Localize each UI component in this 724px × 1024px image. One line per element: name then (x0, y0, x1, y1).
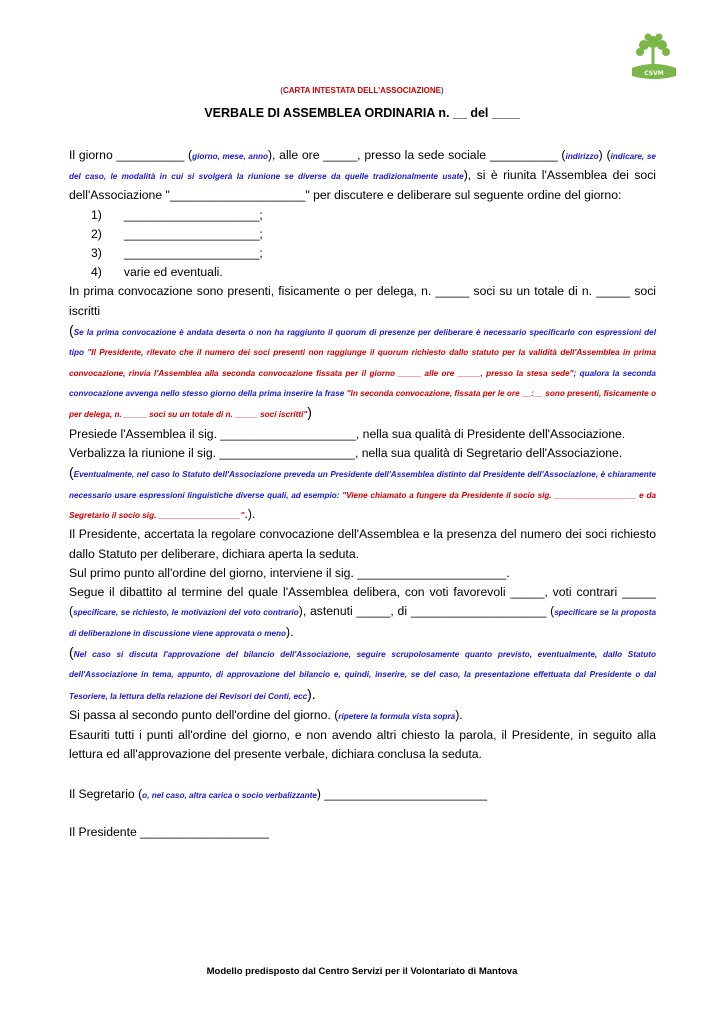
note-address: indirizzo (565, 152, 599, 161)
note-ripetere: ripetere la formula vista sopra (338, 711, 456, 721)
verbalizza-line: Verbalizza la riunione il sig. ____________________, nella sua qualità di Segretario dell'Associazione. (69, 446, 623, 461)
convocazione-paragraph: In prima convocazione sono presenti, fisicamente o per delega, n. _____ soci su un totale di n. _____ soci iscritti (69, 284, 656, 318)
note-modalities: indicare, se del caso, le modalità in cui si svolgerà la riunione se diverse da quelle tradizionalmente usate (69, 152, 656, 182)
csvm-logo (628, 30, 680, 82)
delibera-paragraph: Segue il dibattito al termine del quale l'Assemblea delibera, con voti favorevoli _____, voti contrari _____ (specificare, se richiesto, le motivazioni del voto contrario), astenuti _____, di ____________________ (specificare se la proposta di deliberazione in discussione viene approvata o meno). (69, 585, 656, 639)
agenda-item: 2) ____________________; (91, 226, 263, 241)
logo-text: CSVM (644, 70, 664, 77)
convocazione-note: (Se la prima convocazione è andata deserta o non ha raggiunto il quorum di presenze per deliberare è necessario specificarlo con espressioni del tipo "Il Presidente, rilevato che il numero dei soci presenti non raggiunge il quorum richiesto dallo statuto per la validità dell'Assemblea in prima convocazione, rinvia l'Assemblea alla seconda convocazione fissata per il giorno _____ alle ore _____, presso la stesa sede"; qualora la seconda convocazione avvenga nello stesso giorno della prima inserire la frase "In seconda convocazione, fissata per le ore __:__ sono presenti, fisicamente o per delega, n. _____ soci su un totale di n. _____ soci iscritti") (69, 321, 656, 421)
firma-presidente: Il Presidente ___________________ (69, 824, 269, 839)
agenda-item: 4) varie ed eventuali. (91, 265, 223, 280)
secondo-punto-line: Si passa al secondo punto dell'ordine del giorno. (ripetere la formula vista sopra). (69, 707, 463, 722)
chiusura-paragraph: Esauriti tutti i punti all'ordine del giorno, e non avendo altri chiesto la parola, il Presidente, in seguito alla lettura ed all'approvazione del presente verbale, dichiara conclusa la seduta. (69, 728, 656, 762)
apertura-paragraph: Il Presidente, accertata la regolare convocazione dell'Assemblea e la presenza del numero dei soci richiesto dallo Statuto per deliberare, dichiara aperta la seduta. (69, 527, 656, 561)
presiede-line: Presiede l'Assemblea il sig. ____________________, nella sua qualità di Presidente dell'Associazione. (69, 426, 626, 441)
presidenza-note: (Eventualmente, nel caso lo Statuto dell'Associazione preveda un Presidente dell'Assemblea distinto dal Presidente dell'Associazione, è chiaramente necessario usare espressioni linguistiche diverse quali, ad esempio: "Viene chiamato a fungere da Presidente il socio sig. __________________ e da Segretario il socio sig. __________________".). (69, 464, 657, 522)
note-approvazione: specificare se la proposta di deliberazione in discussione viene approvata o meno (69, 608, 656, 638)
footer-note: Modello predisposto dal Centro Servizi per il Volontariato di Mantova (206, 966, 518, 977)
note-date: giorno, mese, anno (192, 152, 268, 161)
agenda-item: 3) ____________________; (91, 246, 263, 261)
document-body (69, 146, 656, 842)
page-title: VERBALE DI ASSEMBLEA ORDINARIA n. __ del ____ (204, 106, 520, 120)
intro-paragraph: Il giorno __________ (giorno, mese, anno), alle ore _____, presso la sede sociale __________ (indirizzo) (indicare, se del caso, le modalità in cui si svolgerà la riunione se diverse da quelle tradizionalmente usate), si è riunita l'Assemblea dei soci dell'Associazione "____________________" per discutere e deliberare sul seguente ordine del giorno: (69, 148, 656, 203)
primo-punto-line: Sul primo punto all'ordine del giorno, interviene il sig. ______________________. (69, 565, 510, 580)
agenda-list (69, 206, 656, 283)
firma-segretario: Il Segretario (o, nel caso, altra carica o socio verbalizzante) ________________________ (69, 786, 488, 801)
note-segretario: o, nel caso, altra carica o socio verbalizzante (142, 790, 317, 800)
bilancio-note: (Nel caso si discuta l'approvazione del bilancio dell'Associazione, seguire scrupolosamente quanto previsto, eventualmente, dallo Statuto dell'Associazione in tema, appunto, di approvazione del bilancio e, quindi, inserire, se del caso, la presentazione effettuata dal Presidente o dal Tesoriere, la lettura della relazione dei Revisori dei Conti, ecc). (69, 643, 656, 702)
note-contrari: specificare, se richiesto, le motivazioni del voto contrario (73, 608, 299, 618)
agenda-item: 1) ____________________; (91, 207, 263, 222)
letterhead-note: (CARTA INTESTATA DELL'ASSOCIAZIONE) (280, 86, 444, 95)
